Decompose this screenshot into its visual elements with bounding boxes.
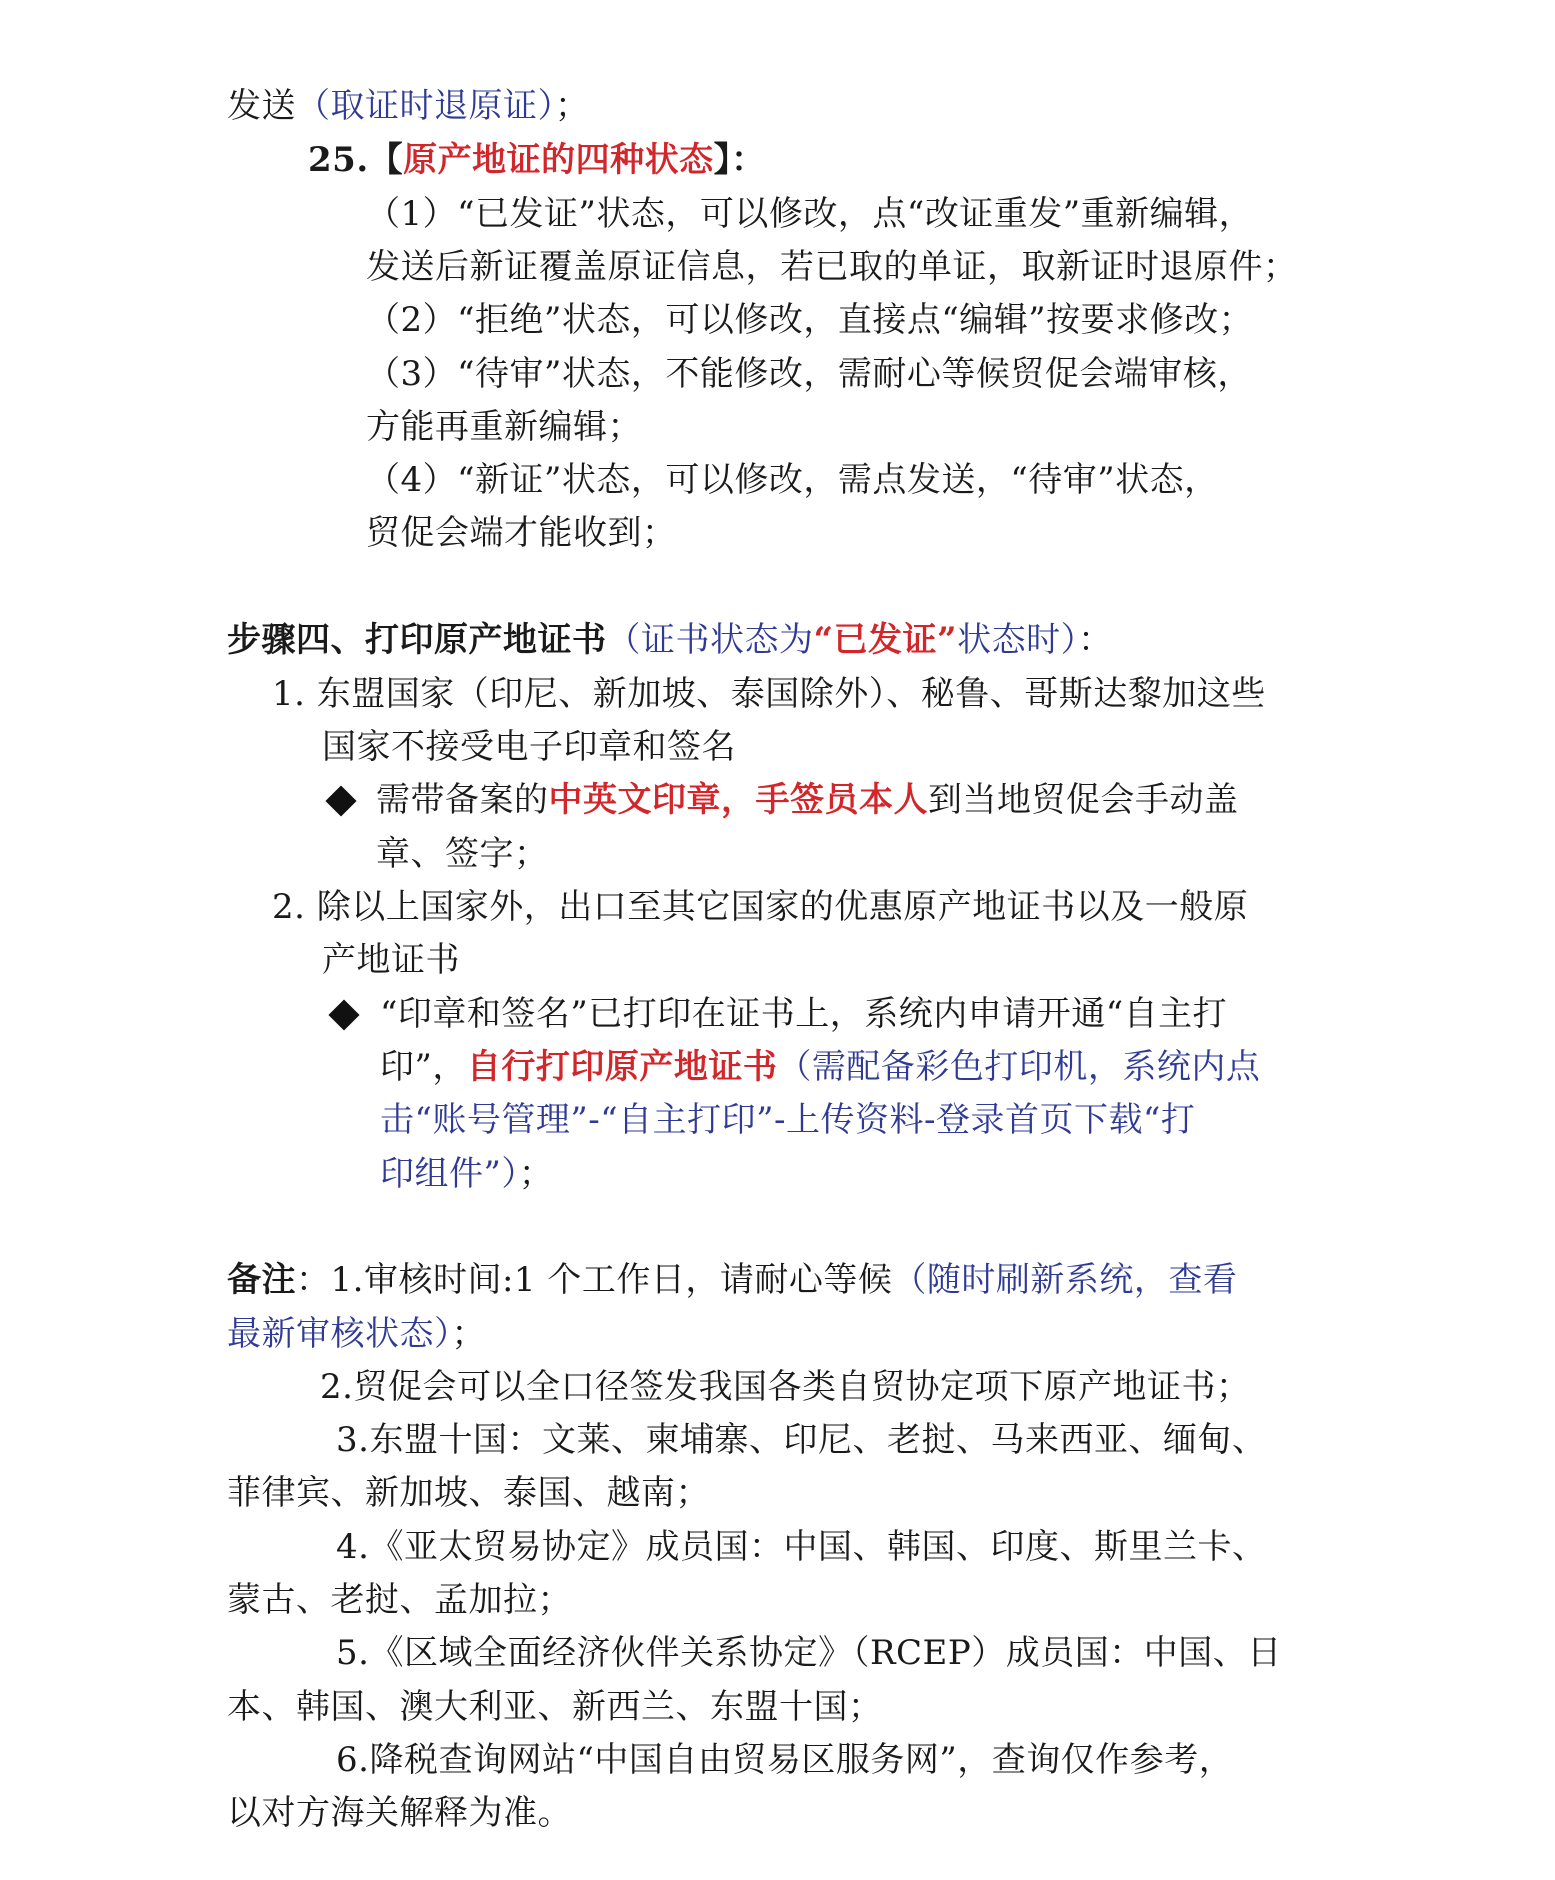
note-item-5: 5.《区域全面经济伙伴关系协定》（RCEP）成员国：中国、日 [336,1633,1282,1673]
status-item-4: （4）“新证”状态，可以修改，需点发送，“待审”状态， [366,460,1219,500]
diamond-bullet-icon [333,992,363,1036]
text-line: 章、签字； [376,834,549,874]
note-item-3: 3.东盟十国：文莱、柬埔寨、印尼、老挝、马来西亚、缅甸、 [336,1420,1267,1460]
section-heading-25: 25.【原产地证的四种状态】： [308,140,766,180]
note-item-4: 4.《亚太贸易协定》成员国：中国、韩国、印度、斯里兰卡、 [336,1527,1267,1567]
bullet-text: “印章和签名”已打印在证书上，系统内申请开通“自主打 [380,994,1228,1034]
step-four-heading: 步骤四、打印原产地证书（证书状态为“已发证”状态时）： [227,620,1113,660]
text-line: 印组件”）； [380,1154,554,1194]
note-item-2: 2.贸促会可以全口径签发我国各类自贸协定项下原产地证书； [320,1367,1251,1407]
text-line: 产地证书 [322,940,460,980]
text-line: 蒙古、老挝、孟加拉； [227,1580,572,1620]
text-line: 最新审核状态）； [227,1314,486,1354]
text-line: 方能再重新编辑； [366,407,642,447]
bullet-text: 需带备案的中英文印章，手签员本人到当地贸促会手动盖 [376,780,1239,820]
text-line: 发送（取证时退原证）； [227,86,590,126]
text-line: 击“账号管理”-“自主打印”-上传资料-登录首页下载“打 [380,1100,1196,1140]
status-item-3: （3）“待审”状态，不能修改，需耐心等候贸促会端审核， [366,354,1252,394]
text-line: 本、韩国、澳大利亚、新西兰、东盟十国； [227,1687,883,1727]
text-line: 菲律宾、新加坡、泰国、越南； [227,1473,710,1513]
text-line: 贸促会端才能收到； [366,513,677,553]
text-line: 国家不接受电子印章和签名 [322,727,736,767]
text-line: 以对方海关解释为准。 [227,1793,572,1833]
note-item-6: 6.降税查询网站“中国自由贸易区服务网”，查询仅作参考， [336,1740,1234,1780]
status-item-1: （1）“已发证”状态，可以修改，点“改证重发”重新编辑， [366,194,1254,234]
list-item-2: 2. 除以上国家外，出口至其它国家的优惠原产地证书以及一般原 [272,887,1249,927]
notes-heading: 备注：1.审核时间:1 个工作日，请耐心等候（随时刷新系统，查看 [227,1260,1238,1300]
diamond-bullet-icon [330,778,360,822]
text-line: 发送后新证覆盖原证信息，若已取的单证，取新证时退原件； [366,247,1298,287]
text-line: 印”，自行打印原产地证书（需配备彩色打印机，系统内点 [380,1047,1261,1087]
list-item-1: 1. 东盟国家（印尼、新加坡、泰国除外）、秘鲁、哥斯达黎加这些 [272,674,1266,714]
status-item-2: （2）“拒绝”状态，可以修改，直接点“编辑”按要求修改； [366,300,1254,340]
